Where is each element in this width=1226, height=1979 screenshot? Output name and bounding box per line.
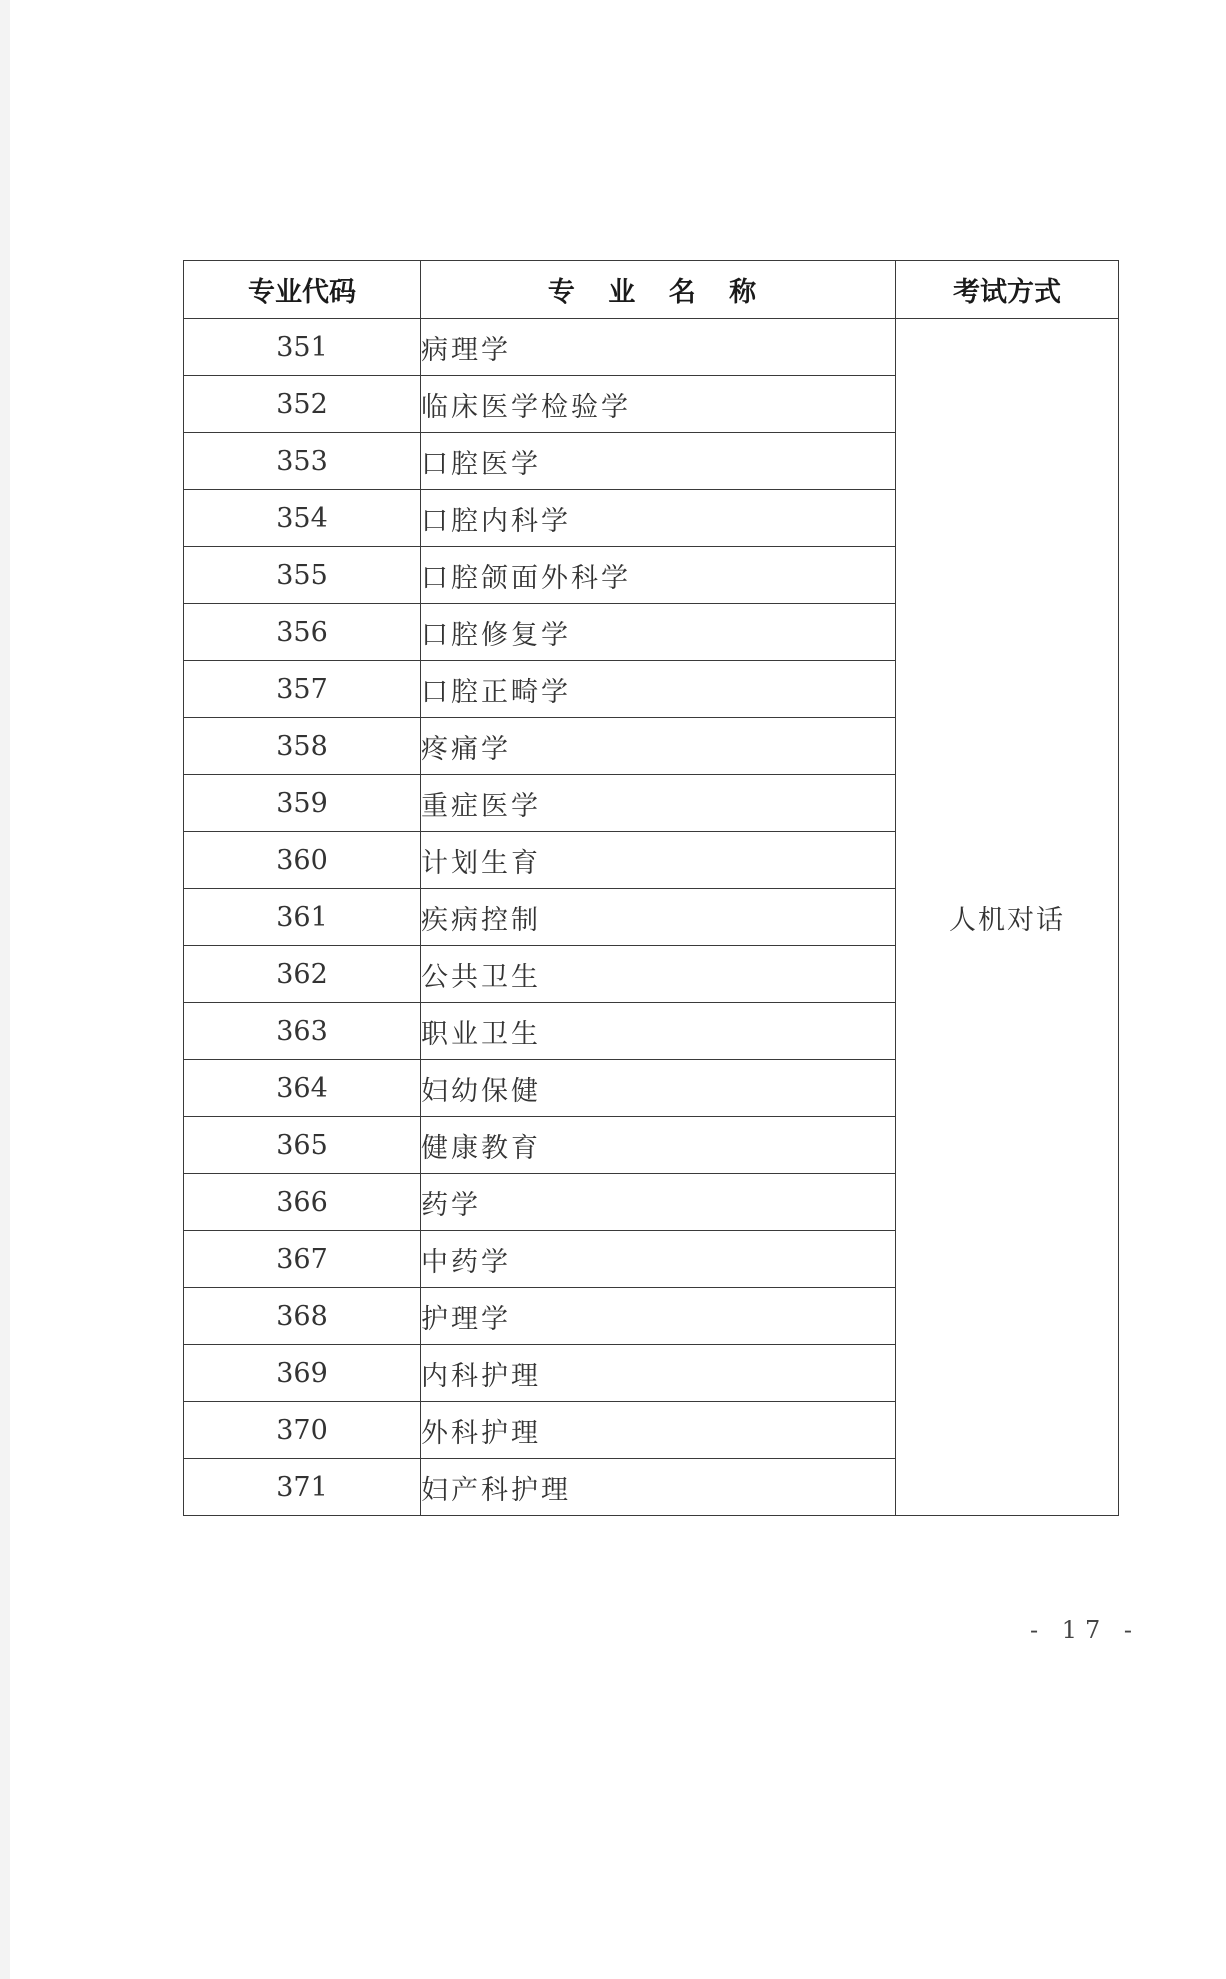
major-name: 病理学: [421, 319, 896, 376]
major-code: 357: [184, 661, 421, 718]
major-name: 内科护理: [421, 1345, 896, 1402]
header-code: 专业代码: [184, 261, 421, 319]
major-name: 口腔正畸学: [421, 661, 896, 718]
major-name: 口腔颌面外科学: [421, 547, 896, 604]
major-code: 364: [184, 1060, 421, 1117]
major-name: 健康教育: [421, 1117, 896, 1174]
major-code: 370: [184, 1402, 421, 1459]
major-code: 367: [184, 1231, 421, 1288]
major-name: 妇幼保健: [421, 1060, 896, 1117]
major-name: 妇产科护理: [421, 1459, 896, 1516]
major-name: 药学: [421, 1174, 896, 1231]
table-body: [184, 319, 1119, 1516]
major-name: 计划生育: [421, 832, 896, 889]
table-header-row: [184, 261, 1119, 319]
major-name: 护理学: [421, 1288, 896, 1345]
major-code: 359: [184, 775, 421, 832]
document-page: [10, 0, 1226, 1979]
major-code: 352: [184, 376, 421, 433]
major-name: 中药学: [421, 1231, 896, 1288]
major-code: 360: [184, 832, 421, 889]
major-code: 358: [184, 718, 421, 775]
major-name: 口腔医学: [421, 433, 896, 490]
major-code: 371: [184, 1459, 421, 1516]
major-code: 368: [184, 1288, 421, 1345]
major-name: 公共卫生: [421, 946, 896, 1003]
major-code: 355: [184, 547, 421, 604]
table-row: [184, 319, 1119, 376]
major-code: 365: [184, 1117, 421, 1174]
exam-method: 人机对话: [896, 319, 1119, 1516]
major-name: 重症医学: [421, 775, 896, 832]
major-name: 口腔修复学: [421, 604, 896, 661]
major-code: 362: [184, 946, 421, 1003]
header-name: 专 业 名 称: [421, 261, 896, 319]
major-name: 临床医学检验学: [421, 376, 896, 433]
major-code: 369: [184, 1345, 421, 1402]
major-code: 361: [184, 889, 421, 946]
major-code: 353: [184, 433, 421, 490]
page-number: - 17 -: [1030, 1616, 1141, 1644]
major-name: 疼痛学: [421, 718, 896, 775]
majors-table: [183, 260, 1119, 1516]
major-code: 351: [184, 319, 421, 376]
major-name: 口腔内科学: [421, 490, 896, 547]
major-code: 363: [184, 1003, 421, 1060]
major-code: 366: [184, 1174, 421, 1231]
major-name: 外科护理: [421, 1402, 896, 1459]
major-code: 354: [184, 490, 421, 547]
header-method: 考试方式: [896, 261, 1119, 319]
major-code: 356: [184, 604, 421, 661]
major-name: 职业卫生: [421, 1003, 896, 1060]
major-name: 疾病控制: [421, 889, 896, 946]
